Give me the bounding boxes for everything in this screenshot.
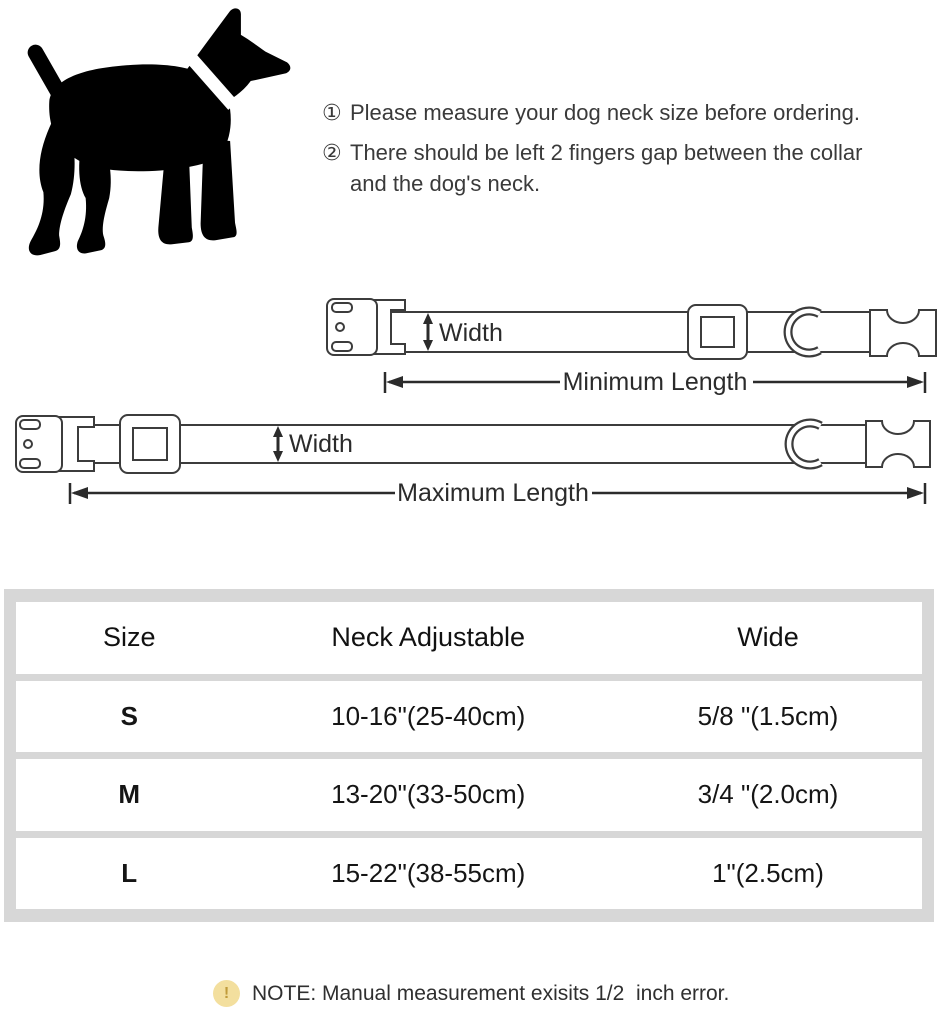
table-row-l bbox=[16, 838, 922, 910]
cell-wide: 5/8 "(1.5cm) bbox=[697, 700, 839, 731]
header-size: Size bbox=[102, 622, 156, 653]
collar-diagram-maximum bbox=[10, 408, 942, 514]
table-header-row bbox=[16, 602, 922, 674]
instruction-2-text: There should be left 2 fingers gap between the collar and the dog's neck. bbox=[350, 140, 863, 196]
instruction-item-2 bbox=[322, 137, 947, 199]
slider bbox=[688, 305, 747, 359]
slider bbox=[120, 415, 180, 473]
note bbox=[213, 980, 729, 1007]
buckle-tab bbox=[332, 303, 352, 312]
instruction-item-1 bbox=[322, 97, 947, 128]
instruction-2-number: ② bbox=[322, 140, 342, 165]
dog-tail bbox=[36, 53, 60, 94]
buckle-hole bbox=[336, 323, 344, 331]
dog-silhouette-image bbox=[8, 2, 293, 280]
width-label: Width bbox=[289, 430, 353, 458]
header-neck-adjustable: Neck Adjustable bbox=[331, 622, 526, 653]
maximum-length-label: Maximum Length bbox=[397, 479, 589, 507]
collar-diagram-minimum bbox=[325, 296, 947, 402]
cell-neck: 15-22"(38-55cm) bbox=[331, 857, 526, 888]
width-label: Width bbox=[439, 319, 503, 347]
alert-icon: ! bbox=[213, 980, 240, 1007]
instruction-1-text: Please measure your dog neck size before ordering. bbox=[350, 100, 860, 125]
cell-neck: 13-20"(33-50cm) bbox=[331, 779, 526, 810]
table-row-s bbox=[16, 681, 922, 753]
instruction-1-number: ① bbox=[322, 100, 342, 125]
size-table bbox=[4, 589, 934, 922]
buckle-male bbox=[870, 310, 936, 356]
buckle-tab bbox=[20, 459, 40, 468]
instructions bbox=[322, 97, 947, 208]
cell-size: L bbox=[121, 857, 138, 888]
cell-size: S bbox=[120, 700, 138, 731]
collar-strap bbox=[74, 425, 874, 463]
cell-neck: 10-16"(25-40cm) bbox=[331, 700, 526, 731]
buckle-tab bbox=[332, 342, 352, 351]
table-row-m bbox=[16, 759, 922, 831]
header-wide: Wide bbox=[737, 622, 799, 653]
cell-wide: 3/4 "(2.0cm) bbox=[697, 779, 839, 810]
minimum-length-label: Minimum Length bbox=[562, 368, 748, 396]
note-text: NOTE: Manual measurement exisits 1/2 inch error. bbox=[252, 981, 730, 1005]
buckle-male bbox=[866, 421, 930, 467]
cell-wide: 1"(2.5cm) bbox=[712, 857, 824, 888]
buckle-hole bbox=[24, 440, 32, 448]
cell-size: M bbox=[118, 779, 141, 810]
buckle-tab bbox=[20, 420, 40, 429]
